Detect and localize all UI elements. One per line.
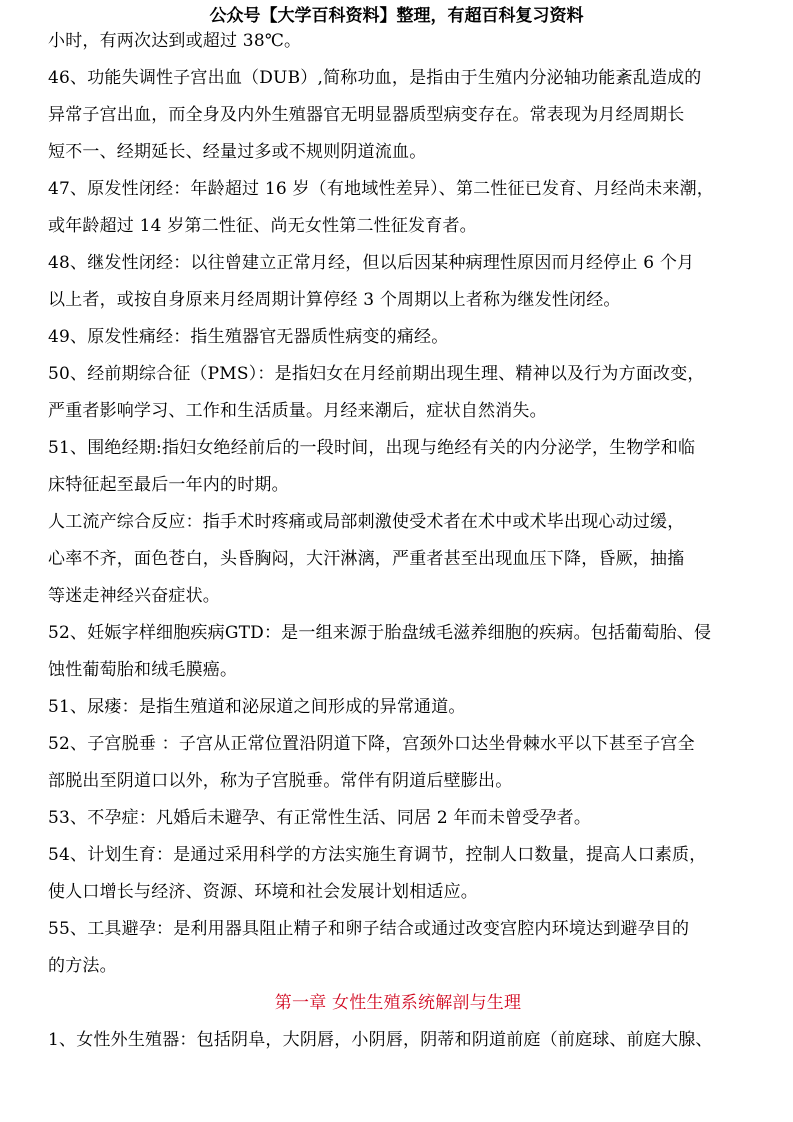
text-line: 或年龄超过 14 岁第二性征、尚无女性第二性征发育者。 bbox=[48, 216, 477, 236]
text-line: 54、计划生育：是通过采用科学的方法实施生育调节，控制人口数量，提高人口素质， bbox=[48, 845, 707, 865]
text-line: 51、尿瘘：是指生殖道和泌尿道之间形成的异常通道。 bbox=[48, 697, 466, 717]
text-line: 异常子宫出血，而全身及内外生殖器官无明显器质型病变存在。常表现为月经周期长 bbox=[48, 105, 685, 125]
text-line: 50、经前期综合征（PMS）：是指妇女在月经前期出现生理、精神以及行为方面改变， bbox=[48, 364, 705, 384]
text-line: 以上者，或按自身原来月经周期计算停经 3 个周期以上者称为继发性闭经。 bbox=[48, 290, 621, 310]
text-line: 49、原发性痛经：指生殖器官无器质性病变的痛经。 bbox=[48, 327, 449, 347]
text-line: 小时，有两次达到或超过 38℃。 bbox=[48, 31, 302, 51]
text-line: 严重者影响学习、工作和生活质量。月经来潮后，症状自然消失。 bbox=[48, 401, 547, 421]
text-line: 人工流产综合反应：指手术时疼痛或局部刺激使受术者在术中或术毕出现心动过缓， bbox=[48, 512, 685, 532]
text-line: 短不一、经期延长、经量过多或不规则阴道流血。 bbox=[48, 142, 427, 162]
text-line: 52、妊娠字样细胞疾病GTD：是一组来源于胎盘绒毛滋养细胞的疾病。包括葡萄胎、侵 bbox=[48, 623, 712, 643]
text-line: 55、工具避孕：是利用器具阻止精子和卵子结合或通过改变宫腔内环境达到避孕目的 bbox=[48, 919, 690, 939]
text-line: 等迷走神经兴奋症状。 bbox=[48, 586, 220, 606]
text-line: 53、不孕症：凡婚后未避孕、有正常性生活、同居 2 年而未曾受孕者。 bbox=[48, 808, 592, 828]
document-body bbox=[48, 30, 748, 1066]
text-line: 部脱出至阴道口以外，称为子宫脱垂。常伴有阴道后壁膨出。 bbox=[48, 771, 513, 791]
text-line: 使人口增长与经济、资源、环境和社会发展计划相适应。 bbox=[48, 882, 478, 902]
text-line: 床特征起至最后一年内的时期。 bbox=[48, 475, 289, 495]
text-line: 51、围绝经期:指妇女绝经前后的一段时间，出现与绝经有关的内分泌学，生物学和临 bbox=[48, 438, 696, 458]
text-line: 1、女性外生殖器：包括阴阜，大阴唇，小阴唇，阴蒂和阴道前庭（前庭球、前庭大腺、 bbox=[48, 1030, 713, 1050]
text-line: 52、子宫脱垂 ：子宫从正常位置沿阴道下降，宫颈外口达坐骨棘水平以下甚至子宫全 bbox=[48, 734, 695, 754]
text-line: 46、功能失调性子宫出血（DUB）,简称功血，是指由于生殖内分泌轴功能紊乱造成的 bbox=[48, 68, 702, 88]
text-line: 47、原发性闭经：年龄超过 16 岁（有地域性差异）、第二性征已发育、月经尚未来潮， bbox=[48, 179, 714, 199]
page-header: 公众号【大学百科资料】整理，有超百科复习资料 bbox=[209, 6, 584, 26]
text-line: 的方法。 bbox=[48, 956, 117, 976]
chapter-heading: 第一章 女性生殖系统解剖与生理 bbox=[274, 993, 522, 1013]
text-line: 蚀性葡萄胎和绒毛膜癌。 bbox=[48, 660, 238, 680]
text-line: 心率不齐，面色苍白，头昏胸闷，大汗淋漓，严重者甚至出现血压下降，昏厥，抽搐 bbox=[48, 549, 685, 569]
text-line: 48、继发性闭经：以往曾建立正常月经，但以后因某种病理性原因而月经停止 6 个月 bbox=[48, 253, 695, 273]
